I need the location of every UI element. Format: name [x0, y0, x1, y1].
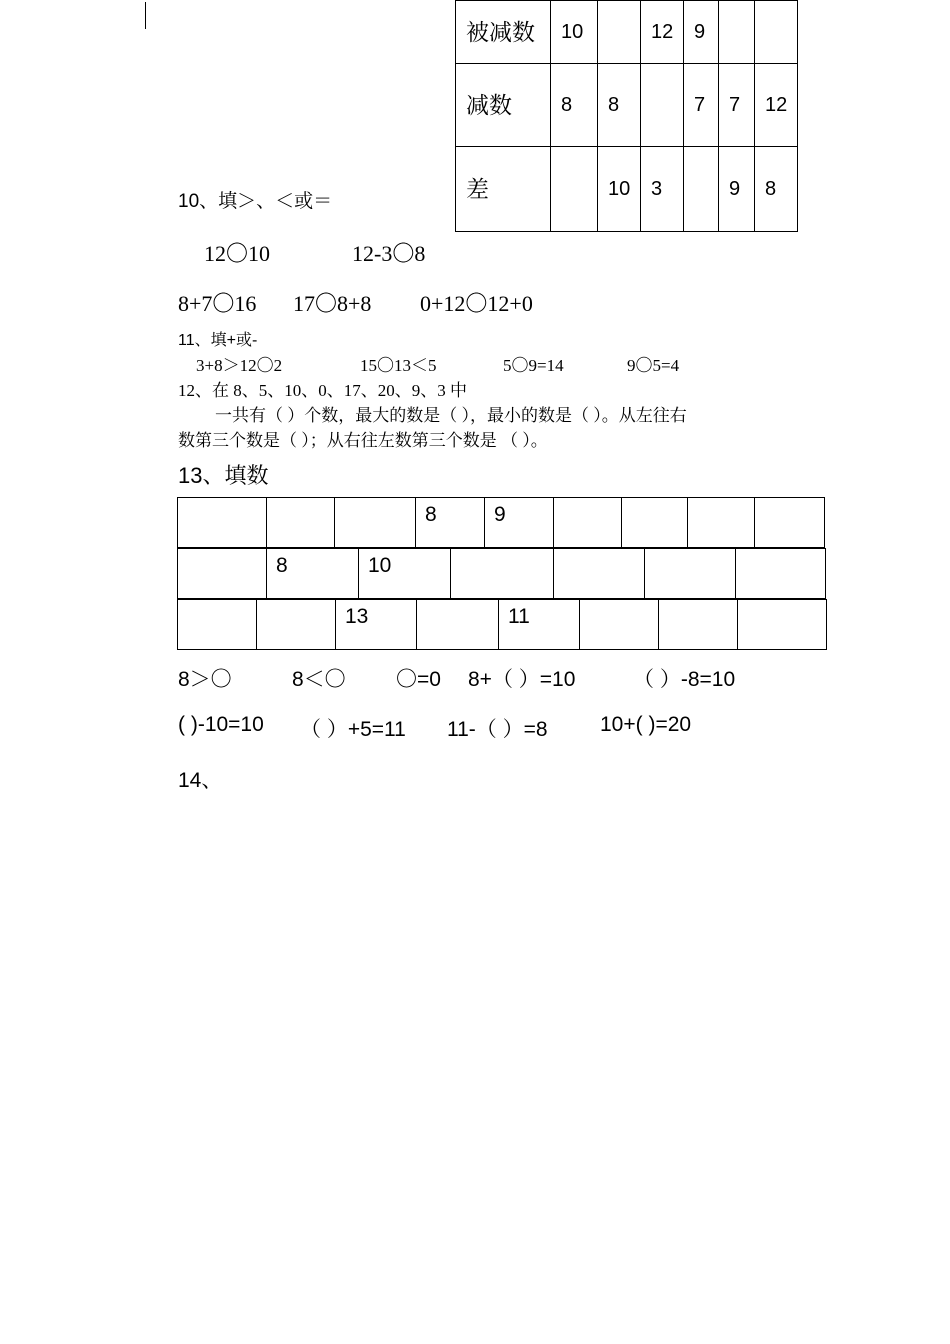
grid-cell[interactable]: 13 [336, 600, 417, 650]
q14-title: 14、 [178, 769, 223, 792]
grid-cell[interactable] [335, 498, 416, 548]
grid-cell[interactable] [178, 600, 257, 650]
grid-cell[interactable] [554, 498, 622, 548]
q10-item: 12-3〇8 [352, 241, 426, 266]
table-cell[interactable]: 7 [684, 64, 719, 147]
table-cell[interactable]: 8 [551, 64, 598, 147]
table-row-subtrahend [456, 64, 798, 147]
grid-cell[interactable] [736, 549, 826, 599]
number-grid-row-1 [177, 497, 825, 548]
table-cell[interactable] [551, 147, 598, 232]
table-cell[interactable]: 10 [598, 147, 641, 232]
grid-cell[interactable] [451, 549, 554, 599]
q12-line: 一共有（ ）个数，最大的数是（ ），最小的数是（ ）。从左往右 [215, 406, 687, 425]
grid-cell[interactable] [659, 600, 738, 650]
q13-expr: 〇=0 [396, 668, 441, 691]
table-cell[interactable]: 12 [755, 64, 798, 147]
grid-cell[interactable]: 8 [416, 498, 485, 548]
grid-cell[interactable] [645, 549, 736, 599]
table-cell[interactable]: 12 [641, 1, 684, 64]
grid-cell[interactable] [257, 600, 336, 650]
table-cell[interactable]: 8 [598, 64, 641, 147]
row-label: 被减数 [456, 1, 551, 64]
grid-cell[interactable]: 10 [359, 549, 451, 599]
q10-title: 10、填＞、＜或＝ [178, 191, 333, 212]
grid-cell[interactable] [178, 549, 267, 599]
grid-cell[interactable] [622, 498, 688, 548]
q11-item: 15〇13＜5 [360, 356, 437, 375]
q13-expr: 8＜〇 [292, 668, 346, 691]
grid-cell[interactable] [738, 600, 827, 650]
grid-cell[interactable]: 9 [485, 498, 554, 548]
grid-cell[interactable] [688, 498, 755, 548]
row-label: 差 [456, 147, 551, 232]
table-cell[interactable]: 10 [551, 1, 598, 64]
grid-cell[interactable] [417, 600, 499, 650]
q13-expr: 8+（ ）=10 [468, 668, 576, 691]
table-cell[interactable] [719, 1, 755, 64]
q13-expr: （ ）-8=10 [633, 668, 736, 691]
table-row-difference [456, 147, 798, 232]
number-grid-row-3 [177, 599, 827, 650]
q11-item: 9〇5=4 [627, 356, 680, 375]
table-cell[interactable] [684, 147, 719, 232]
table-cell[interactable]: 9 [684, 1, 719, 64]
table-cell[interactable] [598, 1, 641, 64]
grid-cell[interactable] [178, 498, 267, 548]
q12-line: 数第三个数是（ ）；从右往左数第三个数是 （ ）。 [178, 431, 548, 450]
table-cell[interactable]: 9 [719, 147, 755, 232]
grid-cell[interactable] [580, 600, 659, 650]
table-cell[interactable] [641, 64, 684, 147]
text-cursor [145, 2, 146, 29]
q11-item: 5〇9=14 [503, 356, 564, 375]
q13-expr: ( )-10=10 [178, 713, 264, 736]
subtraction-table [455, 0, 798, 232]
table-cell[interactable]: 7 [719, 64, 755, 147]
q10-item: 17〇8+8 [293, 291, 372, 316]
table-cell[interactable] [755, 1, 798, 64]
q13-title: 13、填数 [178, 463, 269, 488]
q12-title: 12、在 8、5、10、0、17、20、9、3 中 [178, 381, 467, 400]
table-row-minuend [456, 1, 798, 64]
q13-expr: （ ）+5=11 [300, 718, 406, 741]
q13-expr: 11-（ ）=8 [447, 718, 548, 741]
q10-item: 12〇10 [204, 241, 271, 266]
grid-cell[interactable] [267, 498, 335, 548]
q11-title: 11、填+或- [178, 332, 258, 349]
table-cell[interactable]: 8 [755, 147, 798, 232]
q10-item: 0+12〇12+0 [420, 291, 533, 316]
q11-item: 3+8＞12〇2 [196, 356, 283, 375]
grid-cell[interactable]: 11 [499, 600, 580, 650]
q13-expr: 10+( )=20 [600, 713, 692, 736]
table-cell[interactable]: 3 [641, 147, 684, 232]
q13-expr: 8＞〇 [178, 668, 232, 691]
grid-cell[interactable] [755, 498, 825, 548]
grid-cell[interactable] [554, 549, 645, 599]
grid-cell[interactable]: 8 [267, 549, 359, 599]
row-label: 减数 [456, 64, 551, 147]
q10-item: 8+7〇16 [178, 291, 257, 316]
number-grid-row-2 [177, 548, 826, 599]
